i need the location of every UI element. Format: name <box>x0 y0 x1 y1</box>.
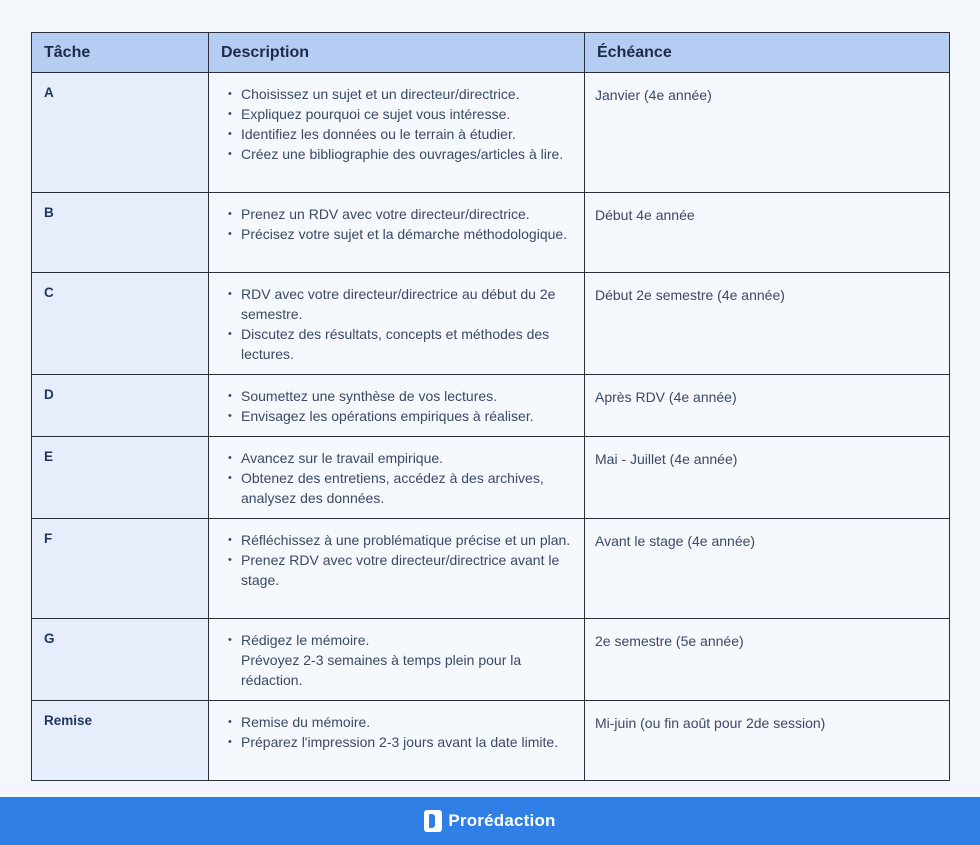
description-item: • Identifiez les données ou le terrain à étudier. <box>227 124 574 144</box>
description-cell <box>209 701 585 781</box>
description-cell <box>209 375 585 437</box>
task-cell: D <box>32 375 209 437</box>
task-cell: E <box>32 437 209 519</box>
deadline-text: 2e semestre (5e année) <box>595 633 744 649</box>
description-cell <box>209 193 585 273</box>
table-row <box>32 437 950 519</box>
table-row <box>32 193 950 273</box>
brand-name: Prorédaction <box>448 811 556 830</box>
deadline-text: Janvier (4e année) <box>595 87 712 103</box>
deadline-cell <box>585 701 950 781</box>
deadline-text: Mai - Juillet (4e année) <box>595 451 738 467</box>
description-item: • RDV avec votre directeur/directrice au début du 2e semestre. <box>227 284 574 324</box>
header-task: Tâche <box>32 33 209 73</box>
description-item: • Préparez l'impression 2-3 jours avant la date limite. <box>227 732 574 752</box>
description-item: • Discutez des résultats, concepts et méthodes des lectures. <box>227 324 574 364</box>
deadline-text: Après RDV (4e année) <box>595 389 737 405</box>
deadline-cell <box>585 437 950 519</box>
description-list <box>227 448 574 508</box>
table-row <box>32 701 950 781</box>
task-cell: C <box>32 273 209 375</box>
description-item: • Soumettez une synthèse de vos lectures. <box>227 386 574 406</box>
deadline-cell <box>585 273 950 375</box>
deadline-cell <box>585 73 950 193</box>
task-cell: B <box>32 193 209 273</box>
description-list <box>227 530 574 590</box>
footer-bar <box>0 797 980 845</box>
description-item: • Créez une bibliographie des ouvrages/articles à lire. <box>227 144 574 164</box>
deadline-cell <box>585 375 950 437</box>
description-item: • Réfléchissez à une problématique précise et un plan. <box>227 530 574 550</box>
deadline-cell <box>585 619 950 701</box>
description-item: • Prenez un RDV avec votre directeur/directrice. <box>227 204 574 224</box>
description-list <box>227 84 574 164</box>
description-cell <box>209 619 585 701</box>
description-cell <box>209 437 585 519</box>
description-item: • Obtenez des entretiens, accédez à des archives, analysez des données. <box>227 468 574 508</box>
description-item: • Choisissez un sujet et un directeur/directrice. <box>227 84 574 104</box>
description-item: • Expliquez pourquoi ce sujet vous intéresse. <box>227 104 574 124</box>
description-item: • Prenez RDV avec votre directeur/directrice avant le stage. <box>227 550 574 590</box>
deadline-cell <box>585 193 950 273</box>
description-list <box>227 284 574 364</box>
description-list <box>227 204 574 244</box>
description-item: • Précisez votre sujet et la démarche méthodologique. <box>227 224 574 244</box>
deadline-text: Mi-juin (ou fin août pour 2de session) <box>595 715 826 731</box>
timeline-table-container <box>31 32 949 781</box>
description-item: • Rédigez le mémoire. <box>227 630 574 650</box>
description-list <box>227 386 574 426</box>
table-body <box>32 73 950 781</box>
description-list <box>227 712 574 752</box>
task-cell: A <box>32 73 209 193</box>
task-cell: G <box>32 619 209 701</box>
table-row <box>32 273 950 375</box>
task-cell: Remise <box>32 701 209 781</box>
deadline-text: Début 2e semestre (4e année) <box>595 287 785 303</box>
header-description: Description <box>209 33 585 73</box>
deadline-text: Début 4e année <box>595 207 695 223</box>
brand <box>424 810 555 832</box>
description-cell <box>209 519 585 619</box>
deadline-cell <box>585 519 950 619</box>
description-item: • Envisagez les opérations empiriques à réaliser. <box>227 406 574 426</box>
description-cell <box>209 273 585 375</box>
timeline-table <box>31 32 950 781</box>
header-deadline: Échéance <box>585 33 950 73</box>
deadline-text: Avant le stage (4e année) <box>595 533 756 549</box>
table-row <box>32 519 950 619</box>
table-row <box>32 73 950 193</box>
description-item: • Avancez sur le travail empirique. <box>227 448 574 468</box>
description-cell <box>209 73 585 193</box>
description-item: • Remise du mémoire. <box>227 712 574 732</box>
task-cell: F <box>32 519 209 619</box>
table-row <box>32 375 950 437</box>
proredaction-logo-icon <box>424 810 442 832</box>
table-row <box>32 619 950 701</box>
description-list <box>227 630 574 690</box>
description-item: Prévoyez 2-3 semaines à temps plein pour la rédaction. <box>241 652 522 688</box>
table-header-row <box>32 33 950 73</box>
